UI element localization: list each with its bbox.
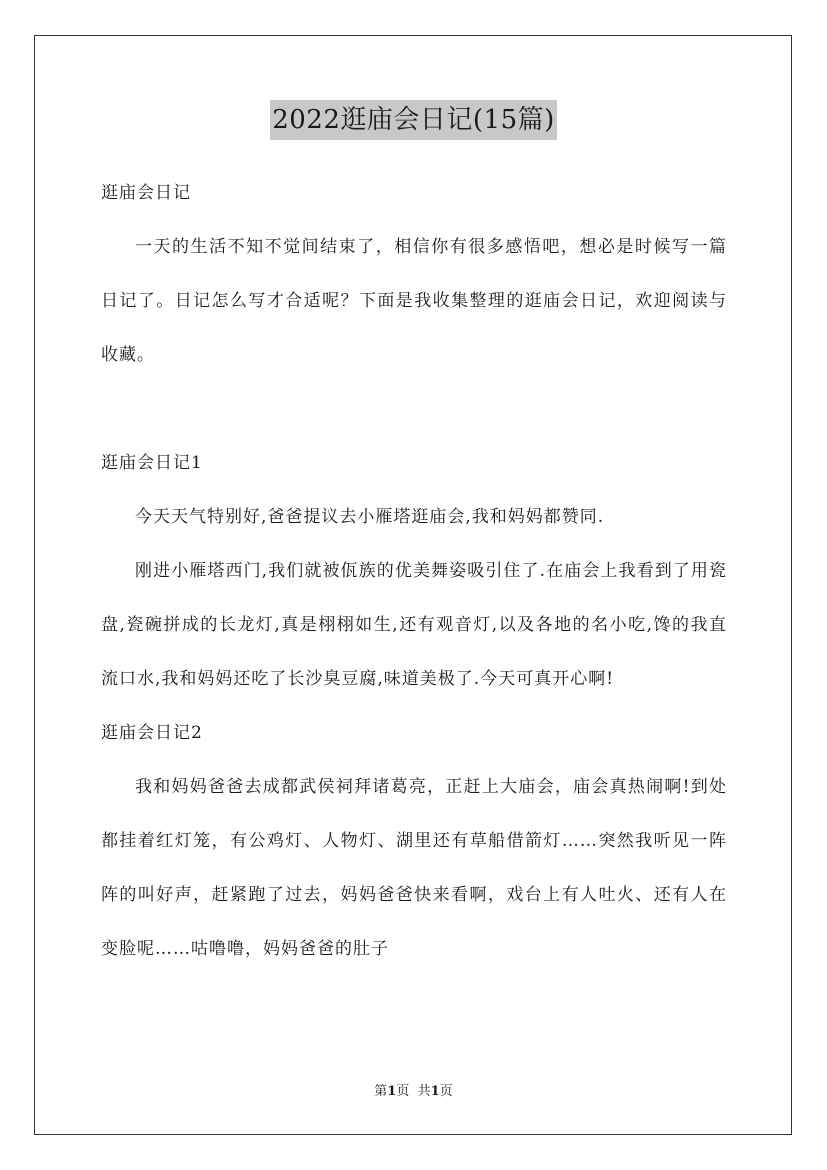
section-2-paragraph-1: 我和妈妈爸爸去成都武侯祠拜诸葛亮，正赶上大庙会，庙会真热闹啊!到处都挂着红灯笼，有公鸡灯、人物灯、湖里还有草船借箭灯……突然我听见一阵阵的叫好声，赶紧跑了过去，妈妈爸爸快来看啊，戏台上有人吐火、还有人在变脸呢……咕噜噜，妈妈爸爸的肚子 [101, 777, 727, 959]
section-1-paragraph-1: 今天天气特别好,爸爸提议去小雁塔逛庙会,我和妈妈都赞同. [135, 507, 605, 527]
page-suffix: 页 [396, 1084, 410, 1099]
total-prefix: 共 [417, 1084, 431, 1099]
page-total: 1 [430, 1084, 440, 1099]
section-spacer [101, 382, 727, 436]
page-prefix: 第 [374, 1084, 388, 1099]
page-footer [0, 1082, 827, 1102]
section-heading-1: 逛庙会日记1 [101, 453, 203, 473]
intro-paragraph: 一天的生活不知不觉间结束了，相信你有很多感悟吧，想必是时候写一篇日记了。日记怎么写才合适呢？下面是我收集整理的逛庙会日记，欢迎阅读与收藏。 [101, 237, 727, 365]
document-title: 2022逛庙会日记(15篇) [270, 100, 557, 140]
title-container [0, 100, 827, 140]
intro-heading: 逛庙会日记 [101, 183, 191, 203]
total-suffix: 页 [439, 1084, 453, 1099]
section-1-paragraph-2: 刚进小雁塔西门,我们就被佤族的优美舞姿吸引住了.在庙会上我看到了用瓷盘,瓷碗拼成的长龙灯,真是栩栩如生,还有观音灯,以及各地的名小吃,馋的我直流口水,我和妈妈还吃了长沙臭豆腐,味道美极了.今天可真开心啊! [101, 561, 727, 689]
page-number: 1 [387, 1084, 397, 1099]
section-heading-2: 逛庙会日记2 [101, 723, 203, 743]
document-body [101, 166, 727, 976]
